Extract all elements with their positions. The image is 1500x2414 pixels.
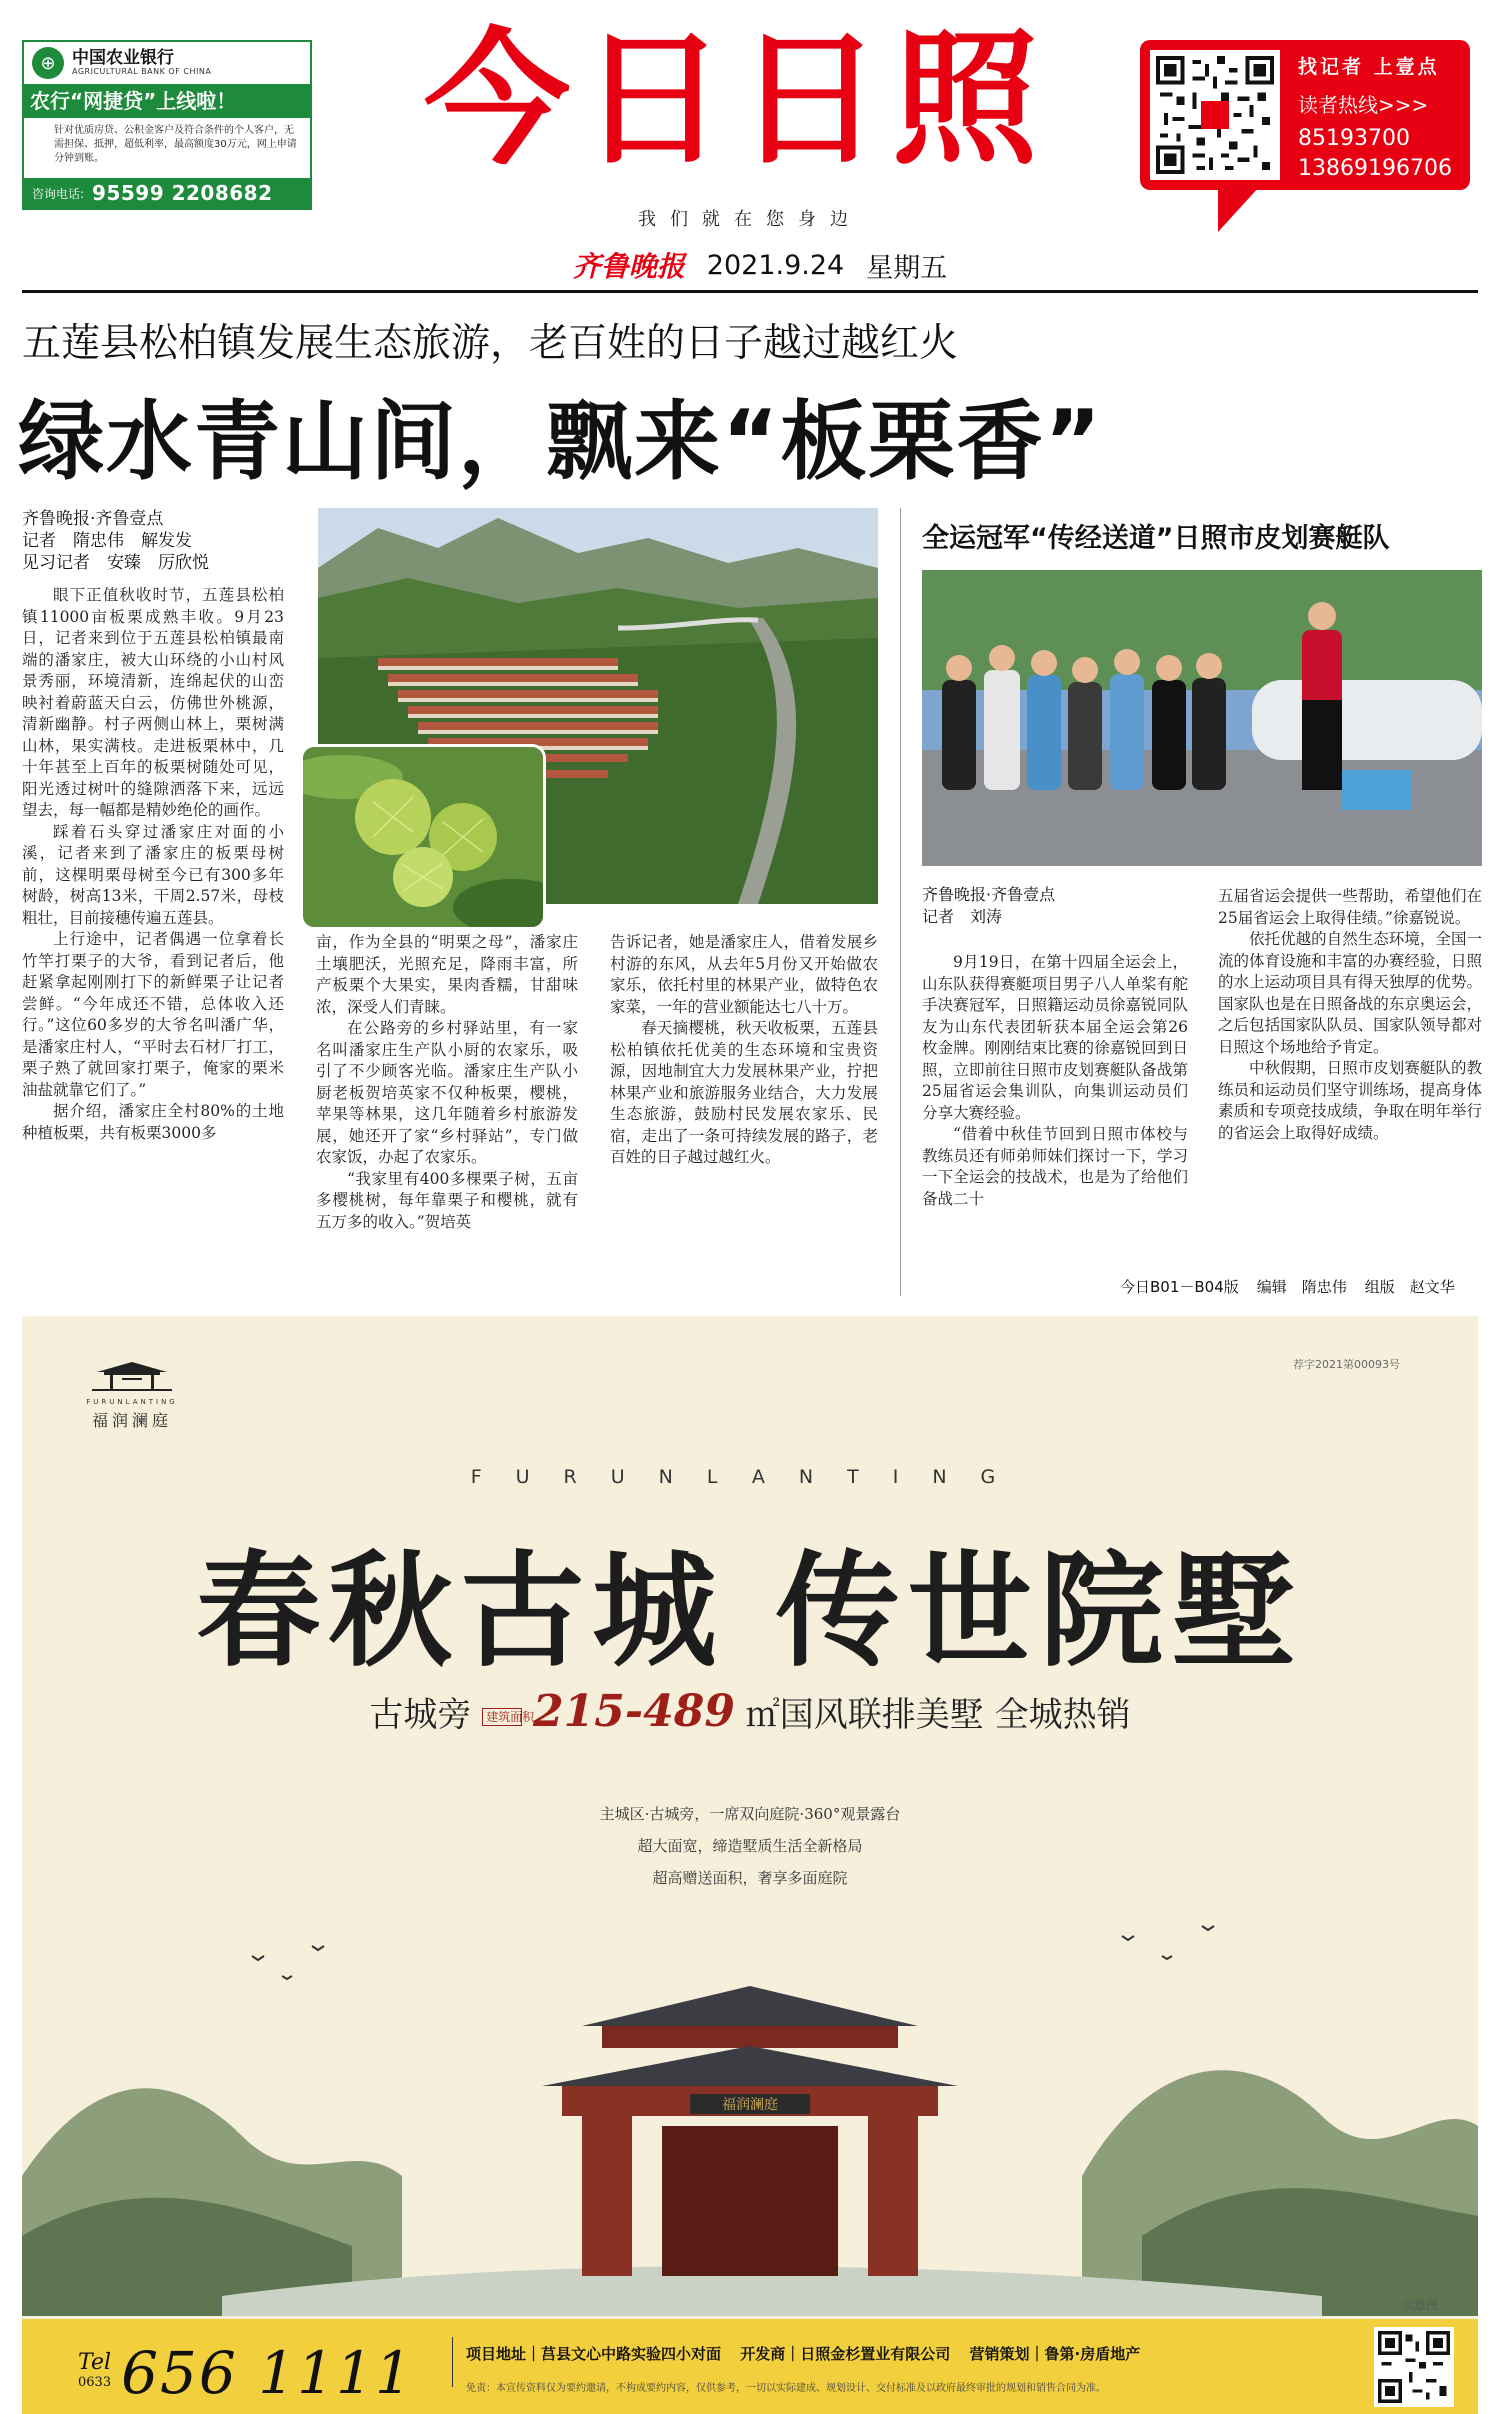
bank-name: 中国农业银行 — [72, 48, 174, 68]
ad-info-developer: 开发商｜日照金杉置业有限公司 — [740, 2345, 951, 2363]
pavilion-logo-icon — [92, 1360, 172, 1392]
ad-permit-number: 荐字2021第00093号 — [1293, 1358, 1400, 1371]
byline-line: 齐鲁晚报·齐鲁壹点 — [922, 885, 1056, 904]
ad-telephone — [78, 2339, 414, 2407]
page-range: 今日B01－B04版 — [1120, 1278, 1239, 1296]
hotline-phone-1: 85193700 — [1298, 126, 1410, 151]
ad-area: 215-489 — [533, 1686, 735, 1737]
ad-info-address: 项目地址｜莒县文心中路实验四小对面 — [466, 2345, 722, 2363]
ad-feature-line: 超高赠送面积，奢享多面庭院 — [652, 1869, 848, 1887]
reporter-contact-box — [1140, 40, 1470, 190]
ad-feature-line: 主城区·古城旁，一席双向庭院·360°观景露台 — [599, 1805, 901, 1823]
bank-advertisement — [22, 40, 312, 210]
chestnut-photo — [300, 744, 546, 930]
lead-column-1 — [22, 585, 284, 1290]
layout-credit: 组版 赵文华 — [1364, 1278, 1455, 1296]
paragraph: 依托优越的自然生态环境，全国一流的体育设施和丰富的办赛经验，日照的水上运动项目具有得天独厚的优势。国家队也是在日照备战的东京奥运会，之后包括国家队队员、国家队领导都对日照这个场地给予肯定。 — [1218, 930, 1482, 1056]
ad-bar-divider — [452, 2337, 453, 2387]
lead-kicker: 五莲县松柏镇发展生态旅游，老百姓的日子越过越红火 — [22, 321, 959, 366]
reader-hotline-label: 读者热线>>> — [1298, 93, 1429, 117]
paper-logo: 齐鲁晚报 — [572, 250, 685, 283]
ad-sub-prefix: 古城旁 — [369, 1695, 472, 1735]
byline-line: 见习记者 安臻 厉欣悦 — [22, 553, 209, 573]
ad-landscape-illustration — [22, 1876, 1478, 2316]
ad-tel-label — [78, 2350, 112, 2393]
ad-illustration-credit: 示意图 — [1401, 2298, 1438, 2312]
ad-brand-cn: 福润澜庭 — [91, 1411, 172, 1430]
paragraph: 中秋假期，日照市皮划赛艇队的教练员和运动员们坚守训练场，提高身体素质和专项竞技成绩，争取在明年举行的省运会上取得好成绩。 — [1218, 1059, 1482, 1142]
abc-bank-logo-icon: ⊕ — [32, 47, 64, 79]
side-story-title: 全运冠军“传经送道”日照市皮划赛艇队 — [922, 523, 1390, 554]
byline-line: 齐鲁晚报·齐鲁壹点 — [22, 509, 164, 529]
paragraph: 踩着石头穿过潘家庄对面的小溪，记者来到了潘家庄的板栗母树前，这棵明栗母树至今已有300多年树龄，树高13米，干周2.57米，母枝粗壮，目前接穗传遍五莲县。 — [22, 822, 284, 927]
bank-name-en: AGRICULTURAL BANK OF CHINA — [72, 67, 212, 76]
column-divider — [900, 508, 901, 1296]
lead-column-2 — [316, 932, 578, 1290]
paragraph: 眼下正值秋收时节，五莲县松柏镇11000亩板栗成熟丰收。9月23日，记者来到位于五莲县松柏镇最南端的潘家庄，被大山环绕的小山村风景秀丽，环境清新，连绵起伏的山峦映衬着蔚蓝天白云，仿佛世外桃源，清新幽静。村子两侧山林上，栗树满山林，果实满枝。走进板栗林中，几十年甚至上百年的板栗树随处可见，阳光透过树叶的缝隙洒落下来，远远望去，每一幅都是精妙绝伦的画作。 — [22, 586, 284, 819]
paragraph: “我家里有400多棵栗子树，五亩多樱桃树，每年靠栗子和樱桃，就有五万多的收入。”贺培英 — [316, 1169, 578, 1231]
ad-brand-logo — [72, 1360, 192, 1431]
editor-credit: 编辑 隋忠伟 — [1256, 1278, 1347, 1296]
ad-contact-bar — [22, 2319, 1478, 2414]
paragraph: 春天摘樱桃，秋天收板栗，五莲县松柏镇依托优美的生态环境和宝贵资源，因地制宜大力发展林果产业，拧把林果产业和旅游服务业结合，大力发展生态旅游，鼓励村民发展农家乐、民宿，走出了一条可持续发展的路子，老百姓的日子越过越红火。 — [610, 1019, 878, 1166]
side-story-byline — [922, 884, 1055, 928]
header-rule — [22, 290, 1478, 293]
lead-headline: 绿水青山间，飘来“板栗香” — [18, 392, 1104, 492]
paragraph: 上行途中，记者偶遇一位拿着长竹竿打栗子的大爷，看到记者后，他赶紧拿起刚刚打下的新鲜栗子让记者尝鲜。“今年成还不错，总体收入还行。”这位60多岁的大爷名叫潘广华，是潘家庄村人，“平时去石材厂打工，栗子熟了就回家打栗子，俺家的栗米油盐就靠它们了。” — [22, 930, 284, 1099]
dateline — [520, 245, 1000, 285]
gate-sign: 福润澜庭 — [722, 2097, 778, 2113]
bank-phone-label: 咨询电话: — [32, 186, 85, 201]
bank-phone-number: 95599 2208682 — [92, 181, 273, 205]
ad-tel-number: 656 1111 — [121, 2339, 414, 2407]
ad-project-info — [466, 2343, 1154, 2364]
rowing-team-photo — [922, 570, 1482, 866]
byline-line: 记者 隋忠伟 解发发 — [22, 531, 192, 551]
ad-tel-prefix: Tel — [78, 2350, 112, 2375]
masthead-tagline: 我们就在您身边 — [638, 209, 862, 230]
ad-area-tag: 建筑面积 — [482, 1708, 522, 1726]
paragraph: 据介绍，潘家庄全村80%的土地种植板栗，共有板栗3000多 — [22, 1102, 284, 1142]
ad-disclaimer: 免责：本宣传资料仅为要约邀请，不构成要约内容，仅供参考，一切以实际建成、规划设计、交付标准及以政府最终审批的规划和销售合同为准。 — [466, 2383, 1106, 2394]
side-column-2 — [1218, 886, 1482, 1274]
ad-slogan: 春秋古城 传世院墅 — [196, 1539, 1304, 1684]
reporter-title: 找记者 上壹点 — [1298, 56, 1440, 78]
speech-bubble-tail — [1218, 186, 1260, 232]
bank-phone-row — [24, 178, 310, 208]
side-column-1 — [922, 952, 1188, 1274]
bank-description: 针对优质房贷、公积金客户及符合条件的个人客户，无需担保、抵押，超低利率，最高额度30万元，网上申请分钟到账。 — [54, 125, 297, 164]
ad-sub-suffix: ㎡国风联排美墅 全城热销 — [745, 1695, 1131, 1735]
paragraph: “借着中秋佳节回到日照市体校与教练员还有师弟师妹们探讨一下，学习一下全运会的技战术，也是为了给他们备战二十 — [922, 1125, 1188, 1208]
page-footer-info — [1120, 1276, 1455, 1297]
masthead-title: 今日日照 — [424, 15, 1048, 185]
lead-column-3 — [610, 932, 878, 1290]
issue-date: 2021.9.24 — [706, 249, 845, 281]
paragraph: 告诉记者，她是潘家庄人，借着发展乡村游的东风，从去年5月份又开始做农家乐，依托村里的林果产业，做特色农家菜，一年的营业额能达七八十万。 — [610, 933, 878, 1016]
ad-subtitle — [22, 1686, 1478, 1737]
paragraph: 9月19日，在第十四届全运会上，山东队获得赛艇项目男子八人单桨有舵手决赛冠军，日照籍运动员徐嘉锐同队友为山东代表团斩获本届全运会第26枚金牌。刚刚结束比赛的徐嘉锐回到日照，立即前往日照市皮划赛艇队备战第25届省运会集训队，向集训运动员们分享大赛经验。 — [922, 953, 1188, 1122]
bank-slogan: 农行“网捷贷”上线啦！ — [24, 84, 310, 118]
real-estate-advertisement — [22, 1316, 1478, 2414]
ad-english-title: FURUNLANTING — [470, 1466, 1030, 1488]
paragraph: 在公路旁的乡村驿站里，有一家名叫潘家庄生产队小厨的农家乐，吸引了不少顾客光临。潘家庄生产队小厨老板贺培英家不仅种板栗，樱桃，苹果等林果，这几年随着乡村旅游发展，她还开了家“乡村驿站”，专门做农家饭，办起了农家乐。 — [316, 1019, 578, 1166]
issue-weekday: 星期五 — [866, 252, 948, 284]
ad-info-marketing: 营销策划｜鲁第·房盾地产 — [969, 2345, 1141, 2363]
lead-byline — [22, 508, 209, 574]
qr-code-icon[interactable] — [1150, 50, 1280, 180]
ad-brand-en: FURUNLANTING — [86, 1398, 178, 1406]
ad-tel-area-code: 0633 — [78, 2375, 112, 2390]
paragraph: 亩，作为全县的“明栗之母”，潘家庄土壤肥沃，光照充足，降雨丰富，所产板栗个大果实，果肉香糯，甘甜味浓，深受人们青睐。 — [316, 933, 578, 1016]
byline-line: 记者 刘涛 — [922, 907, 1003, 926]
paragraph: 五届省运会提供一些帮助，希望他们在25届省运会上取得佳绩。”徐嘉锐说。 — [1218, 887, 1482, 927]
ad-feature-line: 超大面宽，缔造墅质生活全新格局 — [637, 1837, 863, 1855]
ad-qr-code-icon[interactable] — [1374, 2327, 1454, 2407]
hotline-phone-2: 13869196706 — [1298, 156, 1452, 181]
ad-gate — [542, 1986, 958, 2276]
